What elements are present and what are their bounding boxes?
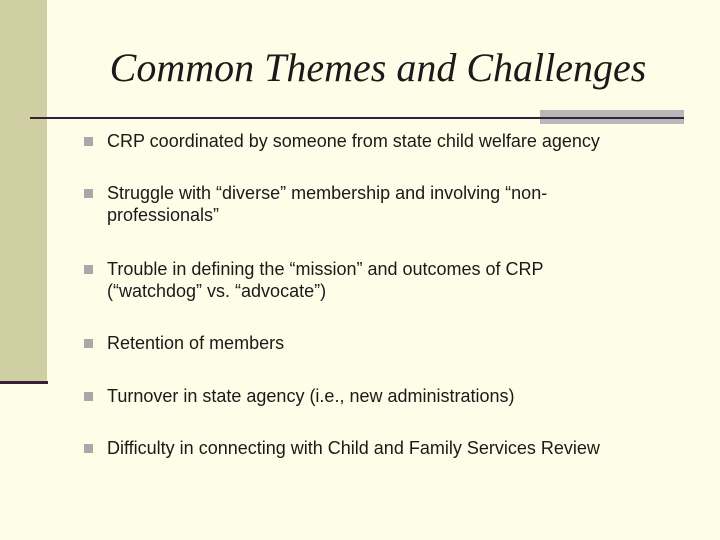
square-bullet-icon [84,189,93,198]
bullet-item-3 [84,258,694,302]
left-accent-band [0,0,47,383]
bullet-item-6 [84,437,694,459]
square-bullet-icon [84,339,93,348]
slide-title: Common Themes and Challenges [109,45,647,90]
bullet-text: CRP coordinated by someone from state child welfare agency [107,131,600,151]
bullet-text: Trouble in defining the “mission” and outcomes of CRP (“watchdog” vs. “advocate”) [107,259,544,301]
bullet-text: Difficulty in connecting with Child and Family Services Review [107,438,600,458]
bullet-item-2 [84,182,694,226]
bullet-item-1 [84,130,694,152]
bullet-text: Turnover in state agency (i.e., new administrations) [107,386,515,406]
square-bullet-icon [84,392,93,401]
square-bullet-icon [84,444,93,453]
bullet-item-5 [84,385,694,407]
bullet-item-4 [84,332,694,354]
title-rule-accent-top [540,110,684,117]
left-accent-rule [0,381,48,384]
square-bullet-icon [84,137,93,146]
square-bullet-icon [84,265,93,274]
title-rule-accent-bottom [540,119,684,124]
bullet-text: Retention of members [107,333,285,353]
bullet-text: Struggle with “diverse” membership and involving “non-professionals” [107,183,548,225]
